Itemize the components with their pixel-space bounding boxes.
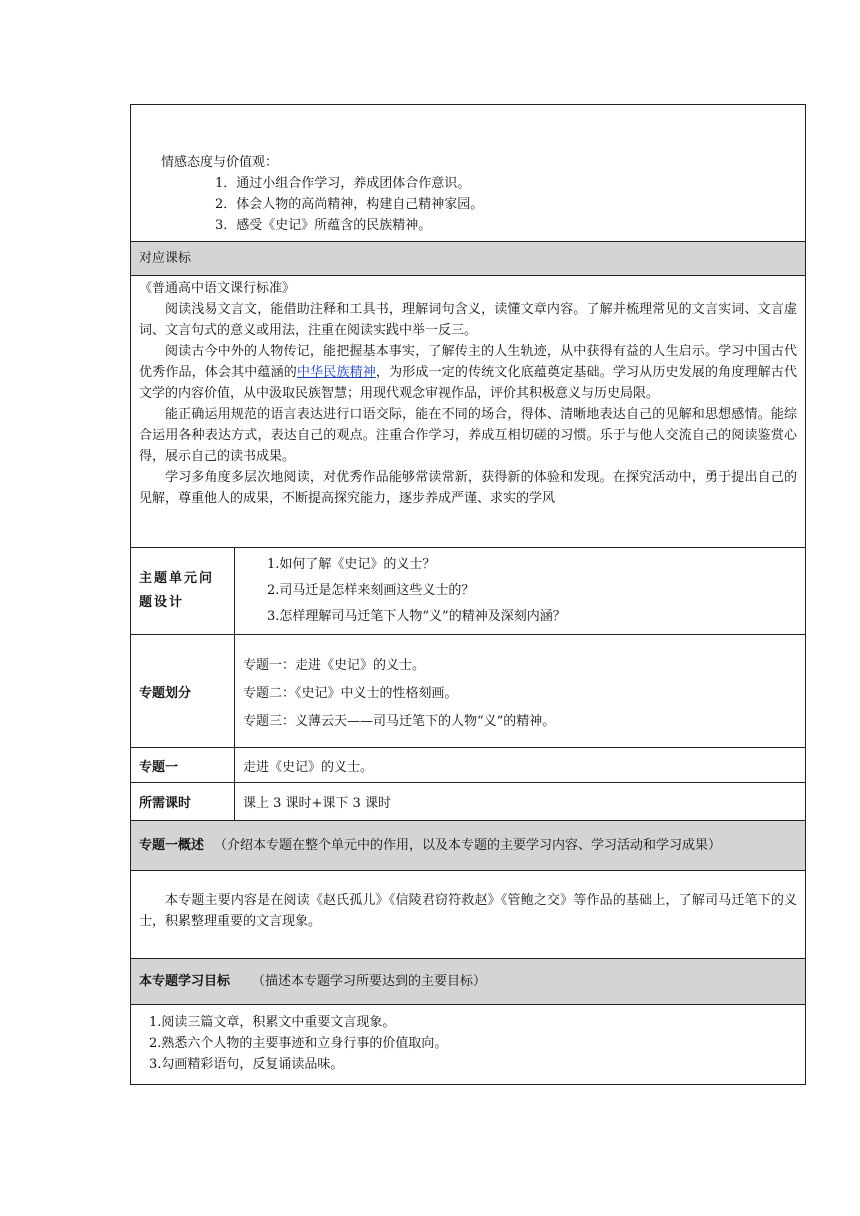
standards-paragraph: 能正确运用规范的语言表达进行口语交际，能在不同的场合，得体、清晰地表达自己的见解和思想感情。能综合运用各种表达方式，表达自己的观点。注重合作学习，养成互相切磋的习惯。乐于与他人交流自己的阅读鉴赏心得，展示自己的读书成果。 bbox=[139, 407, 797, 464]
standards-paragraph bbox=[139, 341, 797, 404]
goal-item: 2.熟悉六个人物的主要事迹和立身行事的价值取向。 bbox=[149, 1036, 448, 1051]
standards-text: ，为形成一定的传统文化底蕴奠定基础。学习从历史发展的角度理解古代文学的内容价值，从中汲取民族智慧；用现代观念审视作品，评价其积极意义与历史局限。 bbox=[139, 365, 797, 401]
question-item: 1.如何了解《史记》的义士？ bbox=[267, 557, 436, 572]
standards-text: 阅读古今中外的人物传记，能把握基本事实，了解传主的人生轨迹，从中获得有益的人生启示。学习中国古代优秀作品，体会其中蕴涵的 bbox=[139, 344, 797, 380]
topic-one-label: 专题一 bbox=[131, 748, 235, 782]
goal-item: 1.阅读三篇文章，积累文中重要文言现象。 bbox=[149, 1015, 396, 1030]
question-item: 3.怎样理解司马迁笔下人物“义”的精神及深刻内涵？ bbox=[267, 609, 566, 624]
goals-body bbox=[131, 1005, 805, 1084]
emotion-item: 3．感受《史记》所蕴含的民族精神。 bbox=[215, 218, 432, 233]
overview-label: 专题一概述 bbox=[139, 838, 205, 853]
goals-note: （描述本专题学习所要达到的主要目标） bbox=[252, 974, 487, 989]
unit-questions-label: 主题单元问题设计 bbox=[131, 548, 235, 634]
division-item: 专题一：走进《史记》的义士。 bbox=[243, 658, 426, 673]
unit-questions-list bbox=[235, 548, 805, 634]
goal-item: 3.勾画精彩语句，反复诵读品味。 bbox=[149, 1057, 344, 1072]
topic-division-row bbox=[131, 635, 805, 748]
lesson-plan-table bbox=[130, 104, 806, 1085]
topic-division-label: 专题划分 bbox=[131, 635, 235, 747]
overview-body bbox=[131, 871, 805, 959]
topic-one-row bbox=[131, 748, 805, 783]
standards-header-label: 对应课标 bbox=[139, 251, 192, 266]
overview-text: 本专题主要内容是在阅读《赵氏孤儿》《信陵君窃符救赵》《管鲍之交》等作品的基础上，了解司马迁笔下的义士，积累整理重要的文言现象。 bbox=[139, 893, 797, 929]
standards-paragraph: 阅读浅易文言文，能借助注释和工具书，理解词句含义，读懂文章内容。了解并梳理常见的文言实词、文言虚词、文言句式的意义或用法，注重在阅读实践中举一反三。 bbox=[139, 302, 797, 338]
overview-header bbox=[131, 821, 805, 871]
division-item: 专题三：义薄云天——司马迁笔下的人物“义”的精神。 bbox=[243, 714, 556, 729]
division-item: 专题二：《史记》中义士的性格刻画。 bbox=[243, 686, 458, 701]
standards-header bbox=[131, 242, 805, 276]
goals-header bbox=[131, 959, 805, 1005]
emotion-item: 1．通过小组合作学习，养成团体合作意识。 bbox=[215, 176, 471, 191]
class-hours-label: 所需课时 bbox=[131, 783, 235, 820]
overview-note: （介绍本专题在整个单元中的作用，以及本专题的主要学习内容、学习活动和学习成果） bbox=[214, 838, 722, 853]
topic-division-list bbox=[235, 635, 805, 747]
emotion-values-heading: 情感态度与价值观： bbox=[161, 155, 279, 170]
unit-questions-row bbox=[131, 548, 805, 635]
topic-one-value: 走进《史记》的义士。 bbox=[243, 759, 374, 775]
emotion-item: 2．体会人物的高尚精神，构建自己精神家园。 bbox=[215, 197, 484, 212]
standards-paragraph: 学习多角度多层次地阅读，对优秀作品能够常读常新，获得新的体验和发现。在探究活动中，勇于提出自己的见解，尊重他人的成果，不断提高探究能力，逐步养成严谨、求实的学风 bbox=[139, 470, 797, 506]
standards-body bbox=[131, 276, 805, 548]
national-spirit-link[interactable]: 中华民族精神 bbox=[296, 365, 376, 380]
goals-label: 本专题学习目标 bbox=[139, 974, 231, 989]
emotion-values-section bbox=[131, 105, 805, 242]
class-hours-row bbox=[131, 783, 805, 821]
standards-title: 《普通高中语文课行标准》 bbox=[139, 281, 296, 296]
class-hours-value: 课上 3 课时+课下 3 课时 bbox=[243, 796, 391, 811]
question-item: 2.司马迁是怎样来刻画这些义士的？ bbox=[267, 583, 475, 598]
